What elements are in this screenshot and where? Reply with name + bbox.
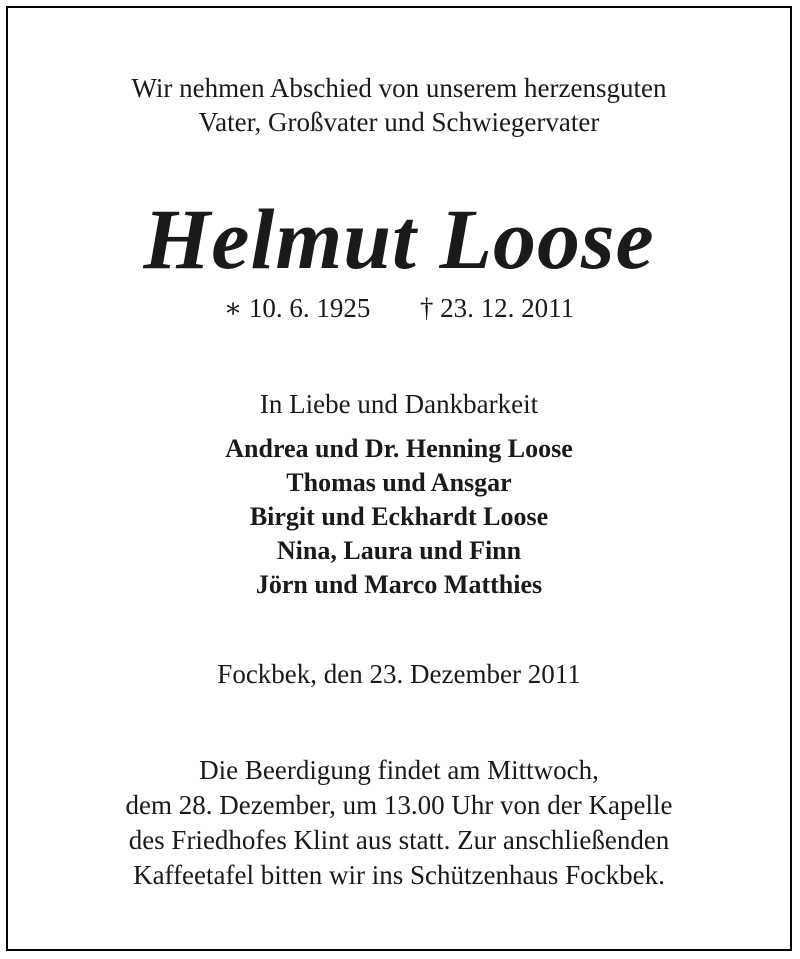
intro-line-1: Wir nehmen Abschied von unserem herzensguten: [131, 73, 667, 103]
place-date: Fockbek, den 23. Dezember 2011: [217, 659, 581, 689]
family-line-5: Jörn und Marco Matthies: [255, 570, 543, 599]
funeral-line-3: des Friedhofes Klint aus statt. Zur anschließenden: [128, 825, 670, 855]
funeral-line-2: dem 28. Dezember, um 13.00 Uhr von der Kapelle: [125, 790, 673, 820]
thanks-line: In Liebe und Dankbarkeit: [259, 389, 539, 419]
funeral-line-1: Die Beerdigung findet am Mittwoch,: [199, 755, 599, 785]
family-line-3: Birgit und Eckhardt Loose: [249, 502, 549, 531]
deceased-name: Helmut Loose: [143, 191, 655, 287]
family-line-1: Andrea und Dr. Henning Loose: [225, 434, 573, 463]
death-date: † 23. 12. 2011: [419, 293, 575, 323]
family-line-2: Thomas und Ansgar: [286, 468, 512, 497]
funeral-line-4: Kaffeetafel bitten wir ins Schützenhaus Fockbek.: [133, 860, 665, 890]
life-dates: [8, 292, 790, 324]
intro-line-2: Vater, Großvater und Schwiegervater: [198, 107, 600, 137]
obituary-frame: [6, 6, 792, 951]
family-line-4: Nina, Laura und Finn: [276, 536, 522, 565]
birth-date: ∗ 10. 6. 1925: [223, 293, 371, 323]
